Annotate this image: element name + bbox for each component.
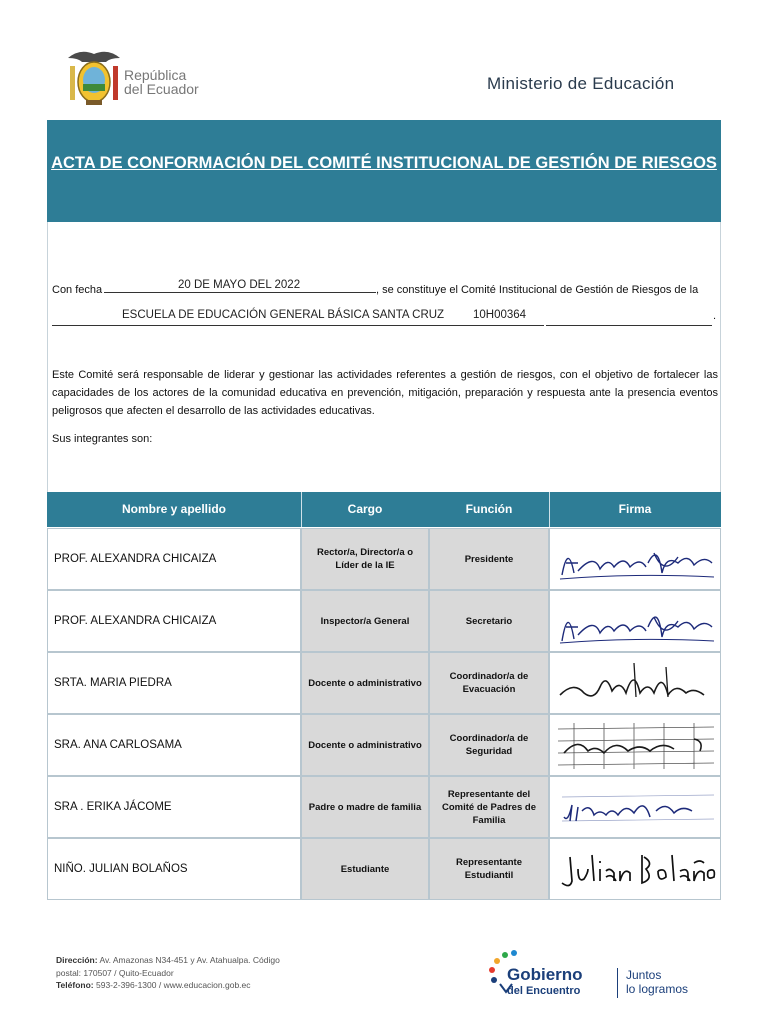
firma-cell [549, 590, 721, 652]
table-row [47, 838, 721, 900]
ministerio-title: Ministerio de Educación [487, 74, 675, 93]
table-row [47, 652, 721, 714]
cargo-cell: Rector/a, Director/a o Líder de la IE [301, 528, 429, 590]
ecuador-coat-of-arms-icon [66, 46, 122, 108]
nombre-text: PROF. ALEXANDRA CHICAIZA [54, 553, 217, 565]
del-encuentro-text: del Encuentro [507, 985, 581, 997]
nombre-cell [47, 776, 301, 838]
con-fecha-label: Con fecha [52, 284, 103, 296]
fecha-value: 20 DE MAYO DEL 2022 [178, 279, 301, 291]
nombre-cell [47, 714, 301, 776]
col-firma: Firma [618, 502, 652, 516]
telefono-label: Teléfono: [56, 980, 94, 990]
period: . [713, 310, 717, 322]
funcion-cell: Presidente [429, 528, 549, 590]
cargo-cell: Docente o administrativo [301, 652, 429, 714]
republica-ecuador-logo: República del Ecuador [124, 67, 199, 97]
nombre-cell [47, 590, 301, 652]
funcion-cell: Representante Estudiantil [429, 838, 549, 900]
page-header [0, 0, 768, 118]
table-row [47, 776, 721, 838]
firma-cell [549, 652, 721, 714]
nombre-cell [47, 652, 301, 714]
nombre-text: NIÑO. JULIAN BOLAÑOS [54, 863, 188, 875]
telefono-text: 593-2-396-1300 / www.educacion.gob.ec [96, 980, 251, 990]
col-funcion: Función [465, 502, 513, 516]
cargo-cell: Padre o madre de familia [301, 776, 429, 838]
firma-cell [549, 838, 721, 900]
constituye-text: , se constituye el Comité Institucional de Gestión de Riesgos de la [376, 284, 699, 296]
intro-paragraph: Este Comité será responsable de liderar y gestionar las actividades referentes a gestión de riesgos, con el objetivo de fortalecer las capacidades de los actores de la comunidad educativa en prevención, mitigación, preparación y respuesta ante la presencia eventos peligrosos que afecten el desarrollo de las actividades educativas. [52, 369, 718, 417]
signature-image [554, 657, 718, 711]
logo-divider [617, 968, 618, 998]
document-title: ACTA DE CONFORMACIÓN DEL COMITÉ INSTITUCIONAL DE GESTIÓN DE RIESGOS [51, 154, 717, 172]
signature-image [554, 719, 718, 773]
postal-text: postal: 170507 / Quito-Ecuador [56, 967, 174, 978]
nombre-cell [47, 528, 301, 590]
table-row [47, 590, 721, 652]
escuela-line-2 [546, 312, 712, 326]
col-cargo: Cargo [347, 502, 383, 516]
signature-image [554, 595, 718, 649]
footer-address [56, 954, 280, 992]
firma-cell [549, 776, 721, 838]
integrantes-label: Sus integrantes son: [52, 433, 153, 445]
table-row [47, 714, 721, 776]
signature-image [554, 843, 718, 897]
direccion-label: Dirección: [56, 955, 98, 965]
cargo-cell: Estudiante [301, 838, 429, 900]
nombre-cell [47, 838, 301, 900]
direccion-text: Av. Amazonas N34-451 y Av. Atahualpa. Código [99, 955, 280, 965]
intro-section [47, 222, 721, 492]
funcion-cell: Representante del Comité de Padres de Familia [429, 776, 549, 838]
funcion-cell: Coordinador/a de Seguridad [429, 714, 549, 776]
col-nombre: Nombre y apellido [121, 502, 227, 516]
nombre-text: SRTA. MARIA PIEDRA [54, 677, 172, 689]
escuela-value: ESCUELA DE EDUCACIÓN GENERAL BÁSICA SANTA CRUZ [122, 309, 445, 321]
funcion-cell: Coordinador/a de Evacuación [429, 652, 549, 714]
cargo-cell: Docente o administrativo [301, 714, 429, 776]
gobierno-text: Gobierno [507, 965, 583, 984]
table-header [47, 492, 721, 527]
firma-cell [549, 528, 721, 590]
cargo-cell: Inspector/a General [301, 590, 429, 652]
signature-image [554, 781, 718, 835]
nombre-text: SRA . ERIKA JÁCOME [54, 801, 172, 813]
juntos-slogan: Juntos lo logramos [626, 968, 689, 996]
codigo-value: 10H00364 [473, 309, 527, 321]
nombre-text: SRA. ANA CARLOSAMA [54, 739, 182, 751]
nombre-text: PROF. ALEXANDRA CHICAIZA [54, 615, 217, 627]
firma-cell [549, 714, 721, 776]
signature-image [554, 533, 718, 587]
table-row [47, 528, 721, 590]
title-banner [47, 120, 721, 222]
funcion-cell: Secretario [429, 590, 549, 652]
